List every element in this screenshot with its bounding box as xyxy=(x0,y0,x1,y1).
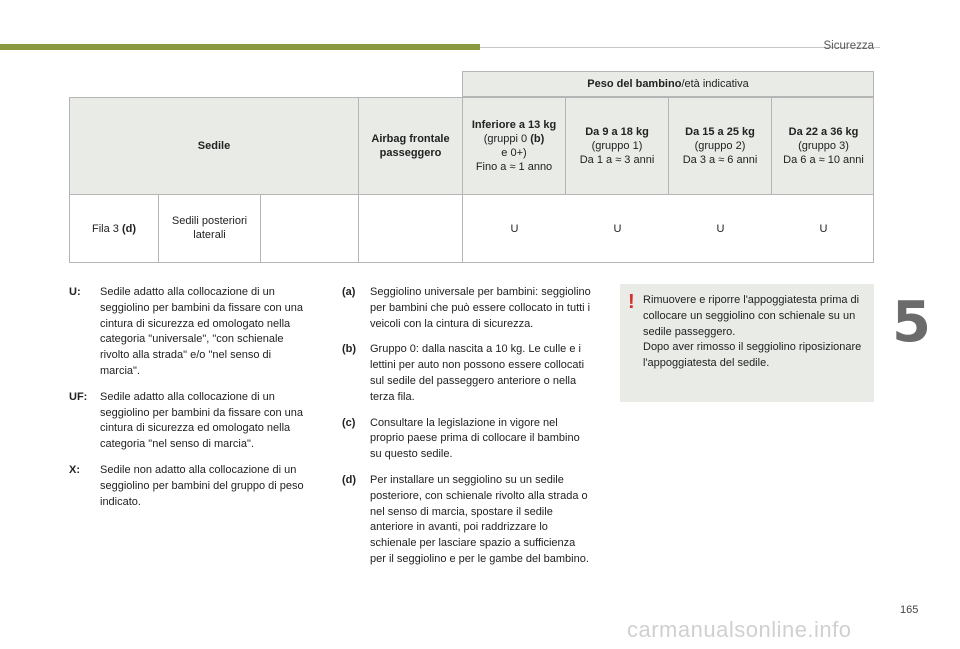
header-weight-3: Da 22 a 36 kg (gruppo 3) Da 6 a ≈ 10 anni xyxy=(783,126,864,166)
legend-notes xyxy=(69,285,313,520)
header-weight-1: Da 9 a 18 kg (gruppo 1) Da 1 a ≈ 3 anni xyxy=(566,98,669,194)
weight-header: Peso del bambino/età indicativa xyxy=(462,71,874,97)
row-airbag xyxy=(359,195,463,262)
list-item: (a) Seggiolino universale per bambini: seggiolino per bambini che può essere collocato in tutti i veicoli con la cintura di sicurezza. xyxy=(342,286,591,330)
warning-box xyxy=(620,284,874,402)
list-item: X: Sedile non adatto alla collocazione di un seggiolino per bambini del gruppo di peso indicato. xyxy=(69,463,304,508)
warning-text-2: Dopo aver rimosso il seggiolino riposizionare l'appoggiatesta del sedile. xyxy=(643,341,862,370)
watermark: carmanualsonline.info xyxy=(627,617,852,642)
row-value-0: U xyxy=(510,222,519,235)
table-header-row xyxy=(69,97,874,195)
row-value-3: U xyxy=(819,222,828,235)
header-rule xyxy=(480,47,880,48)
warning-text-1: Rimuovere e riporre l'appoggiatesta prima di collocare un seggiolino con schienale su un sedile passeggero. xyxy=(643,294,860,338)
page-number: 165 xyxy=(900,604,919,616)
list-item: (c) Consultare la legislazione in vigore nel proprio paese prima di collocare il bambino su questo sedile. xyxy=(342,416,580,461)
row-value-1: U xyxy=(613,222,622,235)
table-row xyxy=(69,195,874,263)
header-weight-0: Inferiore a 13 kg (gruppi 0 (b) e 0+) Fino a ≈ 1 anno xyxy=(463,98,566,194)
section-title: Sicurezza xyxy=(823,40,874,52)
row-label: Fila 3 (d) xyxy=(70,195,159,262)
row-value-2: U xyxy=(716,222,725,235)
list-item: U: Sedile adatto alla collocazione di un seggiolino per bambini da fissare con una cintura di sicurezza ed omologato nella categoria "universale", "con schienale rivolto alla strada" e/o "nel senso di marcia". xyxy=(69,286,304,377)
section-accent-bar xyxy=(0,44,480,50)
chapter-number: 5 xyxy=(892,290,931,355)
footnotes xyxy=(342,285,592,578)
header-seat: Sedile xyxy=(70,98,359,194)
list-item: (d) Per installare un seggiolino su un sedile posteriore, con schienale rivolto alla strada o nel senso di marcia, spostare il sedile anteriore in avanti, poi raddrizzare lo schienale per lasciare spazio a sufficienza per il seggiolino e per le gambe del bambino. xyxy=(342,473,589,565)
exclamation-icon: ! xyxy=(628,291,635,313)
header-weight-2: Da 15 a 25 kg (gruppo 2) Da 3 a ≈ 6 anni xyxy=(669,98,772,194)
list-item: (b) Gruppo 0: dalla nascita a 10 kg. Le culle e i lettini per auto non possono essere collocati sul sedile del passeggero anteriore o nella terza fila. xyxy=(342,343,585,403)
header-airbag: Airbag frontale passeggero xyxy=(359,98,463,194)
row-empty xyxy=(261,195,359,262)
row-seat: Sedili posteriori laterali xyxy=(159,195,261,262)
list-item: UF: Sedile adatto alla collocazione di un seggiolino per bambini da fissare con una cintura di sicurezza ed omologato nella categoria "nel senso di marcia". xyxy=(69,390,304,451)
